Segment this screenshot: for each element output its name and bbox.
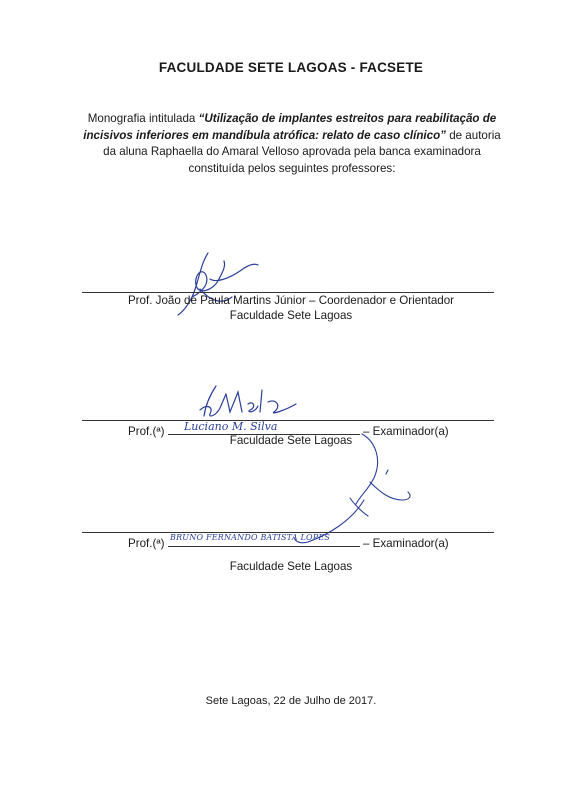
page-title: FACULDADE SETE LAGOAS - FACSETE: [158, 60, 424, 75]
intro-suffix: de autoria da aluna Raphaella do Amaral Velloso aprovada pela banca examinadora constituída pelos seguintes professores:: [103, 128, 501, 175]
signature-2-suffix: – Examinador(a): [362, 425, 449, 438]
signature-2-prefix: Prof.(ª): [128, 425, 165, 438]
intro-paragraph: [82, 111, 502, 177]
intro-prefix: Monografia intitulada: [87, 112, 199, 125]
signature-3-handwritten-name: BRUNO FERNANDO BATISTA LOPES: [170, 533, 331, 542]
signature-3-prefix: Prof.(ª): [128, 537, 165, 550]
signature-2-handwritten-name: Luciano M. Silva: [184, 420, 278, 433]
signature-2-rule: [82, 420, 494, 421]
signature-1-institution: Faculdade Sete Lagoas: [229, 309, 353, 322]
date-line: Sete Lagoas, 22 de Julho de 2017.: [205, 695, 377, 707]
monograph-title: “Utilização de implantes estreitos para reabilitação de incisivos inferiores em mandíbula atrófica: relato de caso clínico”: [83, 112, 497, 142]
signature-3-institution: Faculdade Sete Lagoas: [229, 560, 353, 573]
signature-1-name: Prof. João de Paula Martins Júnior – Coordenador e Orientador: [127, 294, 455, 307]
signature-3-suffix: – Examinador(a): [362, 537, 449, 550]
signature-2-institution: Faculdade Sete Lagoas: [229, 434, 353, 447]
signature-1-rule: [82, 292, 494, 293]
